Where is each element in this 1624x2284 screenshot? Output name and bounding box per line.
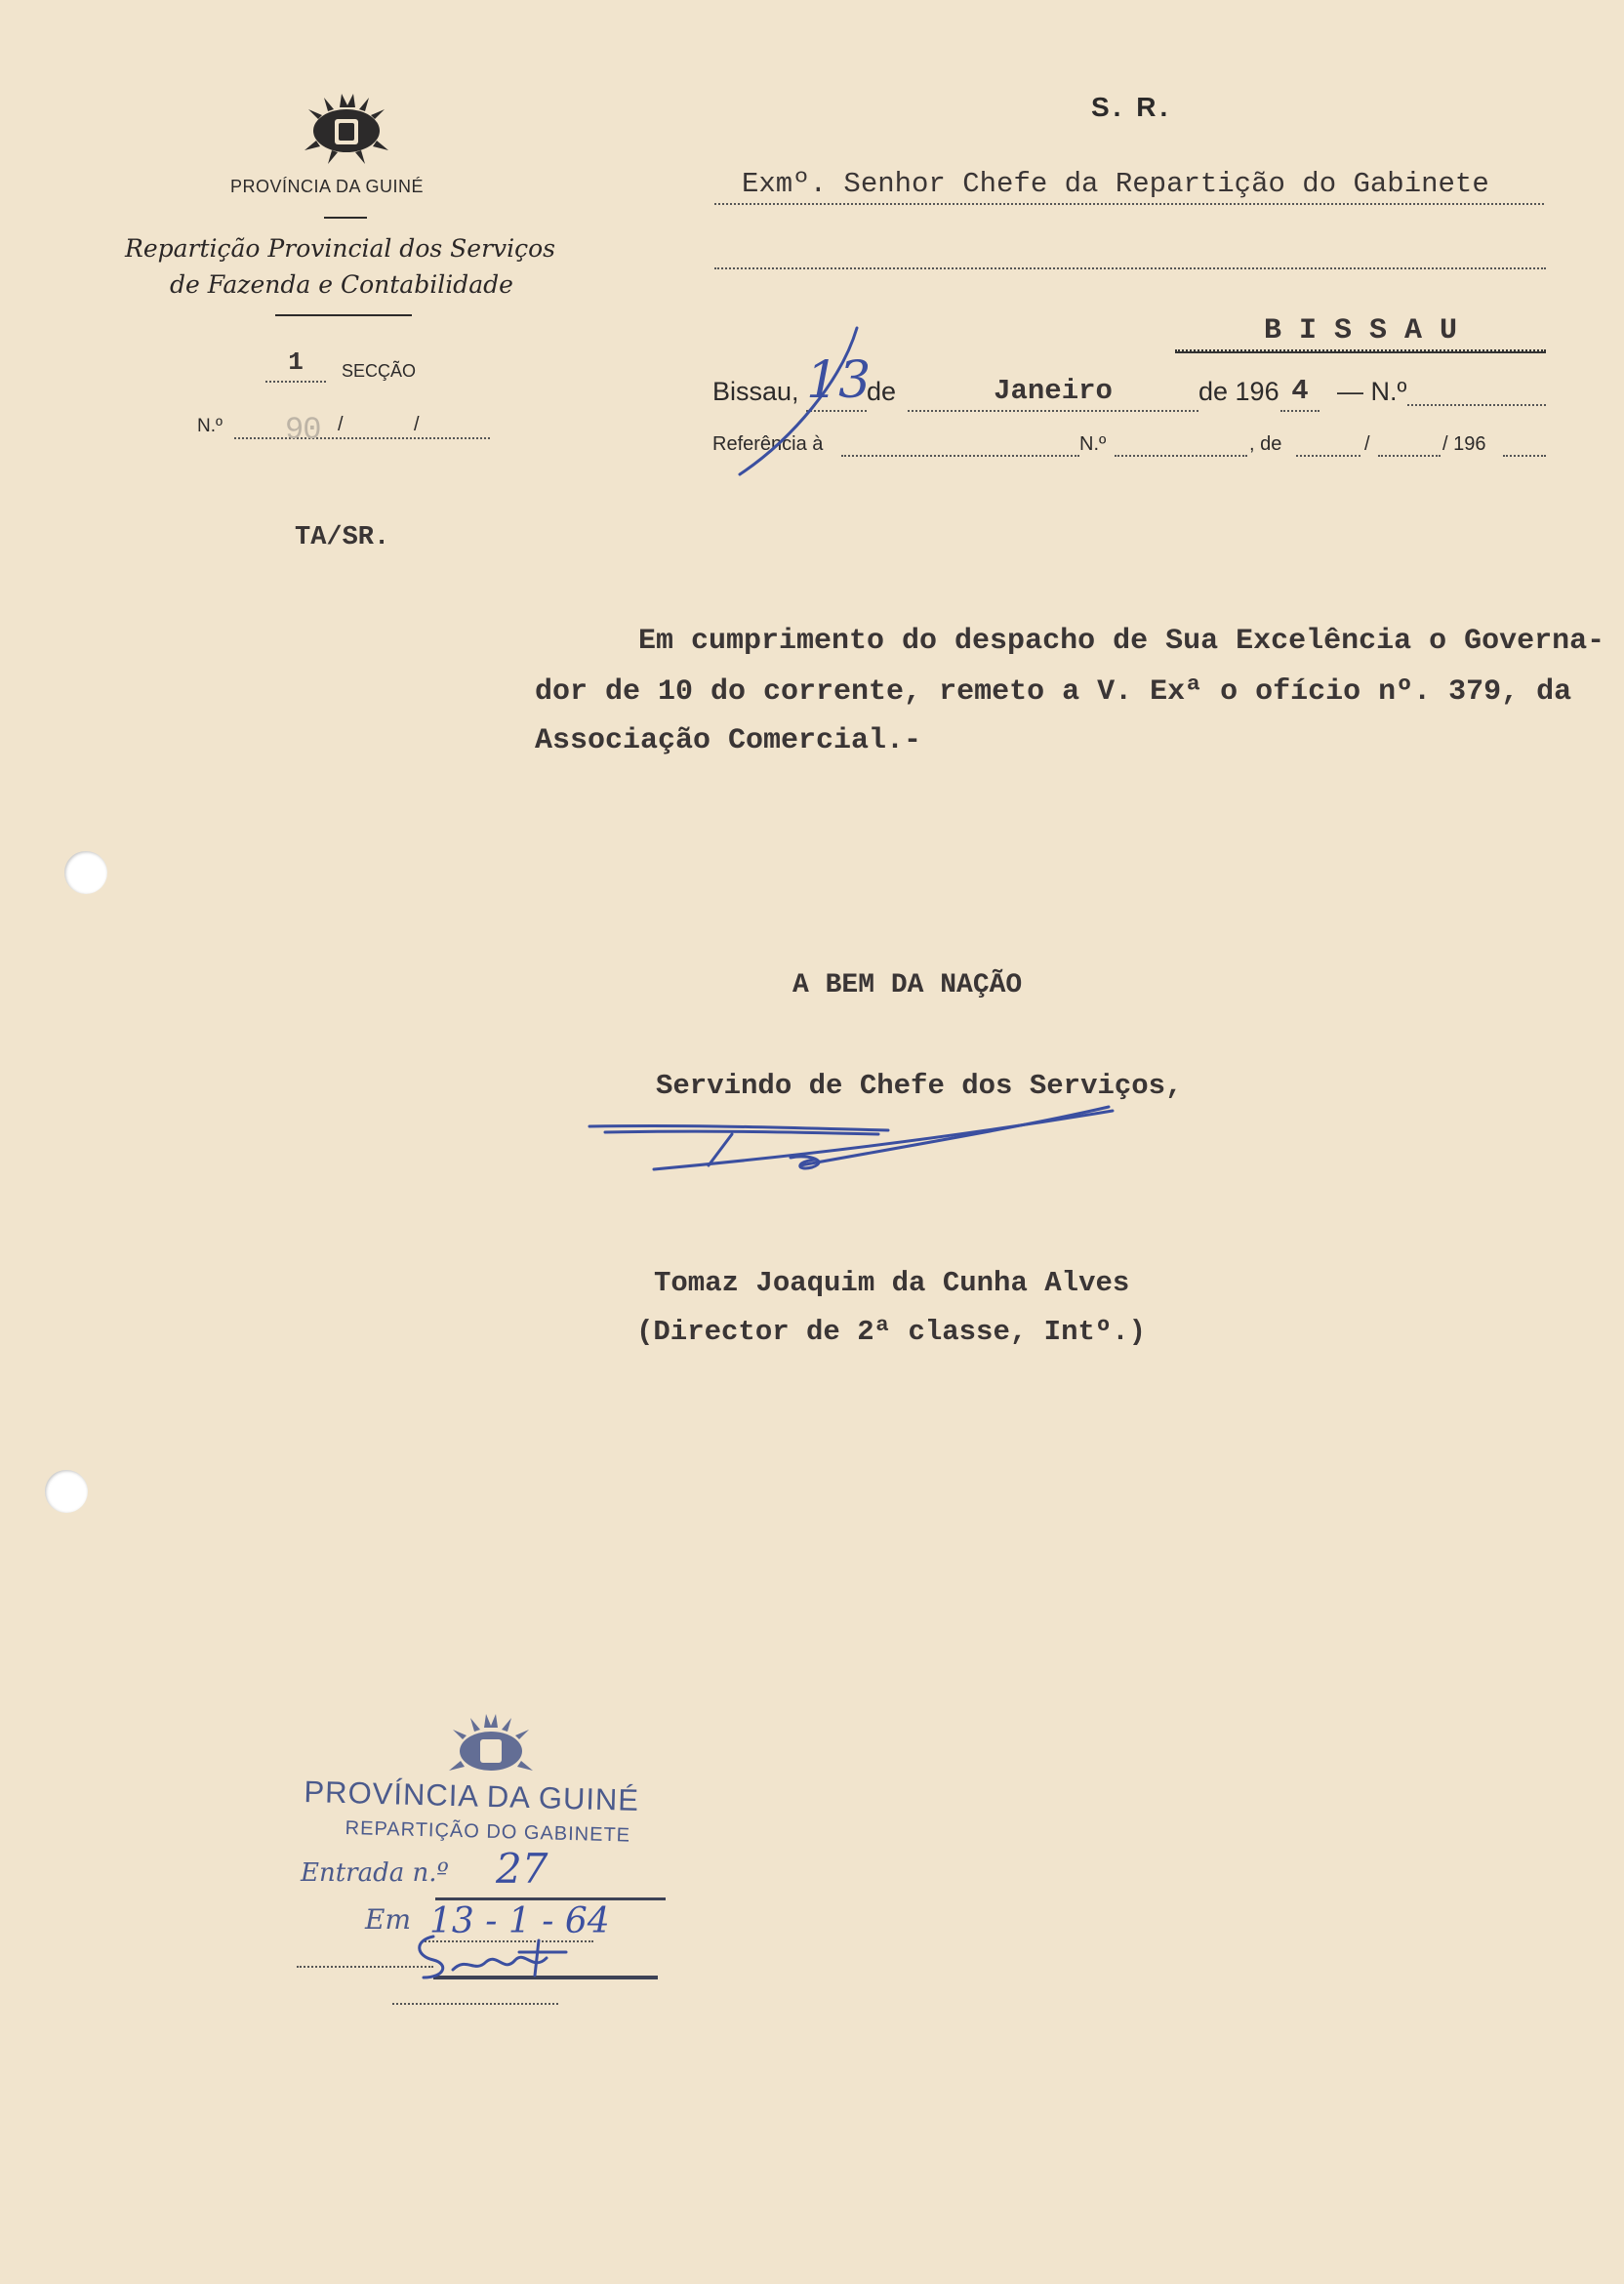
number-label: N.º	[197, 416, 223, 436]
addressee-city-underline	[1175, 351, 1546, 353]
reference-date-sep: /	[1364, 433, 1370, 455]
reference-field-line-3	[1296, 455, 1360, 457]
letterhead-divider-short	[324, 217, 367, 219]
stamp-coat-of-arms-icon	[445, 1712, 537, 1784]
stamp-office: REPARTIÇÃO DO GABINETE	[345, 1817, 631, 1847]
number-field-line	[234, 433, 490, 439]
body-line-3: Associação Comercial.-	[535, 724, 922, 757]
reference-date-tail: / 196	[1442, 433, 1486, 455]
closing-role: Servindo de Chefe dos Serviços,	[656, 1070, 1183, 1102]
stamp-entry-label: Entrada n.º	[301, 1858, 449, 1888]
binder-hole-top	[64, 851, 107, 894]
date-pen-stroke	[734, 322, 871, 478]
reference-code: TA/SR.	[295, 523, 390, 552]
body-line-1: Em cumprimento do despacho de Sua Excelência o Governa-	[638, 625, 1605, 658]
date-year-digit: 4	[1280, 373, 1320, 412]
section-number: 1	[265, 344, 326, 383]
reference-field-line-5	[1503, 455, 1546, 457]
stamp-date-value: 13 - 1 - 64	[429, 1901, 610, 1941]
date-year-prefix: de 196	[1198, 377, 1279, 406]
binder-hole-bottom	[45, 1470, 88, 1513]
number-value: 90	[285, 412, 321, 448]
date-day: 13	[806, 351, 872, 410]
reference-field-line-2	[1115, 455, 1247, 457]
date-number-field-line	[1407, 404, 1546, 406]
date-month: Janeiro	[908, 373, 1198, 412]
stamp-initials	[410, 1923, 595, 1985]
letterhead-divider-long	[275, 314, 412, 316]
date-place-label: Bissau,	[712, 377, 799, 406]
reference-field-line-4	[1378, 455, 1441, 457]
stamp-entry-number: 27	[496, 1845, 548, 1893]
reference-label: Referência à	[712, 433, 824, 455]
signature	[586, 1097, 1132, 1175]
stamp-date-label: Em	[365, 1903, 411, 1936]
addressee-recipient: Exmº. Senhor Chefe da Repartição do Gabinete	[714, 166, 1544, 205]
body-line-2: dor de 10 do corrente, remeto a V. Exª o ofício nº. 379, da	[535, 675, 1572, 709]
number-sep-1: /	[338, 414, 344, 435]
letterhead-province: PROVÍNCIA DA GUINÉ	[230, 177, 425, 196]
closing-salutation: A BEM DA NAÇÃO	[792, 970, 1023, 1000]
signatory-name: Tomaz Joaquim da Cunha Alves	[654, 1267, 1130, 1299]
stamp-bottom-line	[392, 2003, 558, 2005]
reference-number-label: N.º	[1079, 433, 1107, 455]
coat-of-arms-icon	[299, 90, 394, 166]
addressee-blank-line	[714, 267, 1546, 269]
section-label: SECÇÃO	[342, 361, 417, 381]
number-sep-2: /	[414, 414, 420, 435]
letterhead-department-line2: de Fazenda e Contabilidade	[170, 270, 513, 299]
letterhead-department-line1: Repartição Provincial dos Serviços	[125, 234, 556, 263]
date-number-label: — N.º	[1337, 377, 1407, 406]
reference-field-line-1	[841, 455, 1079, 457]
addressee-city: B I S S A U	[1175, 312, 1546, 351]
reference-de-label: , de	[1249, 433, 1282, 455]
stamp-entry-line	[435, 1897, 666, 1900]
stamp-province: PROVÍNCIA DA GUINÉ	[304, 1774, 640, 1817]
addressee-header: S. R.	[1091, 92, 1172, 122]
signatory-title: (Director de 2ª classe, Intº.)	[636, 1316, 1147, 1348]
date-de-label-1: de	[867, 377, 897, 406]
